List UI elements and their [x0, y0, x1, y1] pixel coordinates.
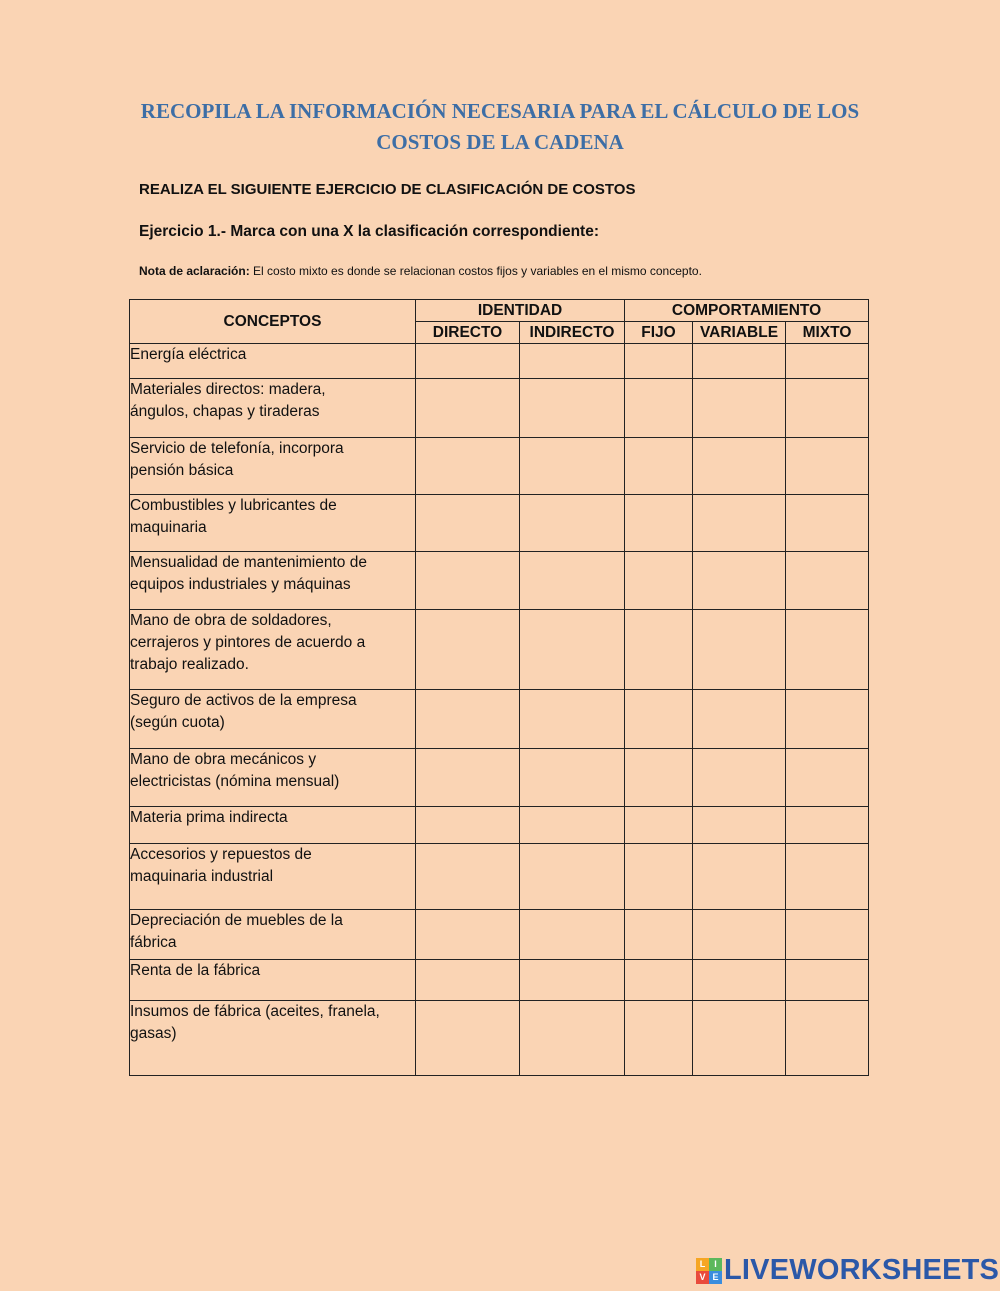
- concept-line: Mensualidad de mantenimiento de: [130, 554, 367, 571]
- mark-cell-directo[interactable]: [416, 379, 520, 438]
- clarification-note: [139, 264, 702, 278]
- concept-line: gasas): [130, 1025, 177, 1042]
- title-line-1: RECOPILA LA INFORMACIÓN NECESARIA PARA EL CÁLCULO DE LOS: [140, 99, 860, 123]
- mark-cell-directo[interactable]: [416, 910, 520, 960]
- note-label: Nota de aclaración:: [139, 264, 250, 278]
- table-row: [130, 690, 869, 749]
- mark-cell-directo[interactable]: [416, 960, 520, 1001]
- identity-group-header: IDENTIDAD: [416, 300, 625, 322]
- mark-cell-fijo[interactable]: [625, 960, 693, 1001]
- table-row: [130, 438, 869, 495]
- concept-cell: [130, 749, 416, 807]
- concept-line: Mano de obra mecánicos y: [130, 751, 317, 768]
- table-row: [130, 1001, 869, 1076]
- concepts-header: CONCEPTOS: [130, 300, 416, 344]
- mark-cell-variable[interactable]: [693, 960, 786, 1001]
- mark-cell-fijo[interactable]: [625, 807, 693, 844]
- concept-line: fábrica: [130, 934, 177, 951]
- concept-cell: [130, 438, 416, 495]
- mark-cell-mixto[interactable]: [786, 690, 869, 749]
- mark-cell-mixto[interactable]: [786, 807, 869, 844]
- mark-cell-indirecto[interactable]: [520, 960, 625, 1001]
- mark-cell-indirecto[interactable]: [520, 344, 625, 379]
- concept-cell: [130, 910, 416, 960]
- mark-cell-mixto[interactable]: [786, 379, 869, 438]
- mark-cell-fijo[interactable]: [625, 690, 693, 749]
- concept-line: Materiales directos: madera,: [130, 381, 326, 398]
- concept-line: Combustibles y lubricantes de: [130, 497, 337, 514]
- mark-cell-indirecto[interactable]: [520, 438, 625, 495]
- mark-cell-mixto[interactable]: [786, 910, 869, 960]
- mark-cell-variable[interactable]: [693, 844, 786, 910]
- mark-cell-mixto[interactable]: [786, 344, 869, 379]
- logo-blocks-icon: [696, 1258, 722, 1284]
- concept-cell: [130, 844, 416, 910]
- mark-cell-directo[interactable]: [416, 807, 520, 844]
- mark-cell-directo[interactable]: [416, 495, 520, 552]
- mark-cell-fijo[interactable]: [625, 344, 693, 379]
- mark-cell-mixto[interactable]: [786, 610, 869, 690]
- mark-cell-directo[interactable]: [416, 438, 520, 495]
- logo-block: V: [696, 1271, 709, 1284]
- mark-cell-indirecto[interactable]: [520, 495, 625, 552]
- mark-cell-mixto[interactable]: [786, 552, 869, 610]
- mark-cell-indirecto[interactable]: [520, 610, 625, 690]
- concept-line: Insumos de fábrica (aceites, franela,: [130, 1003, 380, 1020]
- mark-cell-indirecto[interactable]: [520, 910, 625, 960]
- mark-cell-indirecto[interactable]: [520, 844, 625, 910]
- mark-cell-variable[interactable]: [693, 1001, 786, 1076]
- column-header-variable: VARIABLE: [693, 322, 786, 344]
- table-row: [130, 960, 869, 1001]
- mark-cell-variable[interactable]: [693, 910, 786, 960]
- mark-cell-fijo[interactable]: [625, 552, 693, 610]
- mark-cell-variable[interactable]: [693, 749, 786, 807]
- mark-cell-variable[interactable]: [693, 379, 786, 438]
- column-header-mixto: MIXTO: [786, 322, 869, 344]
- logo-text: LIVEWORKSHEETS: [724, 1254, 1000, 1286]
- table-row: [130, 379, 869, 438]
- table-row: [130, 749, 869, 807]
- concept-line: equipos industriales y máquinas: [130, 576, 351, 593]
- concept-line: ángulos, chapas y tiraderas: [130, 403, 320, 420]
- concept-cell: [130, 960, 416, 1001]
- concept-line: Energía eléctrica: [130, 346, 247, 363]
- table-body: [130, 344, 869, 1076]
- mark-cell-indirecto[interactable]: [520, 379, 625, 438]
- classification-table: [129, 299, 869, 1076]
- title-line-2: COSTOS DE LA CADENA: [376, 130, 624, 154]
- mark-cell-mixto[interactable]: [786, 1001, 869, 1076]
- mark-cell-directo[interactable]: [416, 610, 520, 690]
- mark-cell-fijo[interactable]: [625, 610, 693, 690]
- concept-line: electricistas (nómina mensual): [130, 773, 340, 790]
- concept-line: pensión básica: [130, 462, 234, 479]
- mark-cell-directo[interactable]: [416, 749, 520, 807]
- concept-line: Seguro de activos de la empresa: [130, 692, 357, 709]
- mark-cell-variable[interactable]: [693, 807, 786, 844]
- mark-cell-variable[interactable]: [693, 610, 786, 690]
- concept-cell: [130, 552, 416, 610]
- mark-cell-indirecto[interactable]: [520, 552, 625, 610]
- mark-cell-directo[interactable]: [416, 1001, 520, 1076]
- table-row: [130, 807, 869, 844]
- column-header-indirecto: INDIRECTO: [520, 322, 625, 344]
- mark-cell-mixto[interactable]: [786, 438, 869, 495]
- concept-cell: [130, 690, 416, 749]
- mark-cell-fijo[interactable]: [625, 749, 693, 807]
- concept-line: Materia prima indirecta: [130, 809, 288, 826]
- mark-cell-fijo[interactable]: [625, 910, 693, 960]
- concept-line: Servicio de telefonía, incorpora: [130, 440, 344, 457]
- table-row: [130, 344, 869, 379]
- mark-cell-variable[interactable]: [693, 438, 786, 495]
- concept-line: (según cuota): [130, 714, 225, 731]
- concept-line: Depreciación de muebles de la: [130, 912, 343, 929]
- column-header-fijo: FIJO: [625, 322, 693, 344]
- table-row: [130, 844, 869, 910]
- mark-cell-fijo[interactable]: [625, 844, 693, 910]
- mark-cell-variable[interactable]: [693, 344, 786, 379]
- mark-cell-variable[interactable]: [693, 495, 786, 552]
- mark-cell-variable[interactable]: [693, 690, 786, 749]
- column-header-directo: DIRECTO: [416, 322, 520, 344]
- concept-cell: [130, 344, 416, 379]
- mark-cell-indirecto[interactable]: [520, 749, 625, 807]
- concept-line: Renta de la fábrica: [130, 962, 261, 979]
- concept-cell: [130, 1001, 416, 1076]
- mark-cell-indirecto[interactable]: [520, 690, 625, 749]
- concept-line: Mano de obra de soldadores,: [130, 612, 332, 629]
- mark-cell-indirecto[interactable]: [520, 807, 625, 844]
- concept-line: maquinaria industrial: [130, 868, 274, 885]
- concept-cell: [130, 807, 416, 844]
- mark-cell-indirecto[interactable]: [520, 1001, 625, 1076]
- mark-cell-fijo[interactable]: [625, 438, 693, 495]
- behavior-group-header: COMPORTAMIENTO: [625, 300, 869, 322]
- concept-line: maquinaria: [130, 519, 207, 536]
- mark-cell-directo[interactable]: [416, 690, 520, 749]
- logo-block: L: [696, 1258, 709, 1271]
- concept-line: cerrajeros y pintores de acuerdo a: [130, 634, 366, 651]
- mark-cell-directo[interactable]: [416, 552, 520, 610]
- mark-cell-mixto[interactable]: [786, 749, 869, 807]
- mark-cell-mixto[interactable]: [786, 960, 869, 1001]
- concept-cell: [130, 495, 416, 552]
- note-text: El costo mixto es donde se relacionan costos fijos y variables en el mismo concepto.: [249, 264, 702, 278]
- mark-cell-fijo[interactable]: [625, 1001, 693, 1076]
- mark-cell-mixto[interactable]: [786, 844, 869, 910]
- exercise-heading: REALIZA EL SIGUIENTE EJERCICIO DE CLASIFICACIÓN DE COSTOS: [139, 181, 636, 198]
- mark-cell-directo[interactable]: [416, 344, 520, 379]
- liveworksheets-logo: [696, 1254, 999, 1287]
- mark-cell-variable[interactable]: [693, 552, 786, 610]
- table-row: [130, 910, 869, 960]
- table-row: [130, 552, 869, 610]
- mark-cell-fijo[interactable]: [625, 495, 693, 552]
- table-row: [130, 610, 869, 690]
- page-title: [120, 96, 880, 158]
- concept-cell: [130, 379, 416, 438]
- concept-line: Accesorios y repuestos de: [130, 846, 312, 863]
- logo-block: I: [709, 1258, 722, 1271]
- logo-block: E: [709, 1271, 722, 1284]
- concept-cell: [130, 610, 416, 690]
- concept-line: trabajo realizado.: [130, 656, 249, 673]
- mark-cell-fijo[interactable]: [625, 379, 693, 438]
- table-row: [130, 495, 869, 552]
- mark-cell-directo[interactable]: [416, 844, 520, 910]
- exercise-instruction: Ejercicio 1.- Marca con una X la clasificación correspondiente:: [139, 223, 599, 240]
- mark-cell-mixto[interactable]: [786, 495, 869, 552]
